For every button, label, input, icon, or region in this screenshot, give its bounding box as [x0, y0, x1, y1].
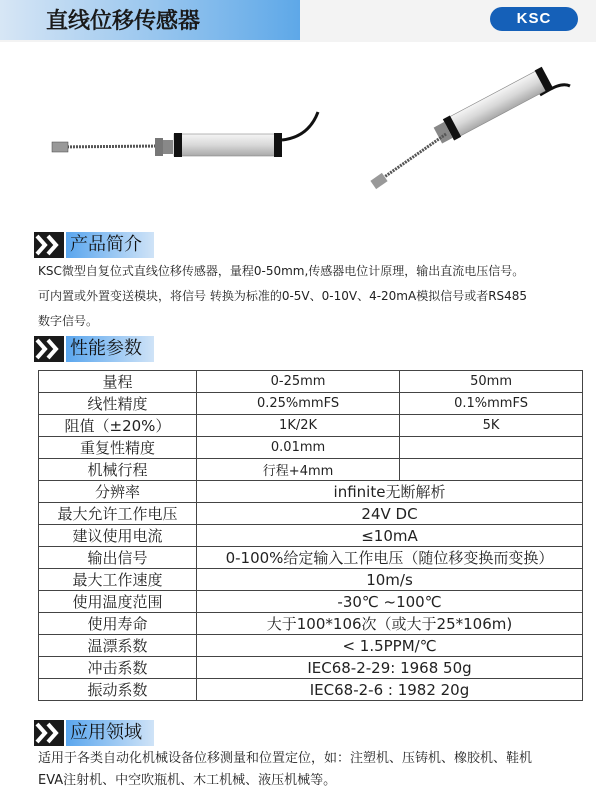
- spec-value: -30℃ ~100℃: [197, 591, 583, 613]
- double-chevron-icon: [34, 336, 64, 362]
- spec-label: 冲击系数: [39, 657, 197, 679]
- spec-label: 使用寿命: [39, 613, 197, 635]
- spec-label: 量程: [39, 371, 197, 393]
- sensor-product-photo: [0, 60, 596, 220]
- table-row: [39, 657, 583, 679]
- spec-value: 0-100%给定输入工作电压（随位移变换而变换）: [197, 547, 583, 569]
- spec-value: 5K: [400, 415, 583, 437]
- table-row: [39, 503, 583, 525]
- spec-value: 0.1%mmFS: [400, 393, 583, 415]
- intro-line-2: 可内置或外置变送模块，将信号 转换为标准的0-5V、0-10V、4-20mA模拟信号或者RS485: [38, 289, 528, 303]
- spec-value: 行程+4mm: [197, 459, 400, 481]
- intro-line-3: 数字信号。: [38, 314, 99, 328]
- ksc-logo: KSC: [490, 7, 578, 31]
- table-row: [39, 591, 583, 613]
- spec-value: 1K/2K: [197, 415, 400, 437]
- spec-label: 使用温度范围: [39, 591, 197, 613]
- double-chevron-icon: [34, 720, 64, 746]
- spec-empty-cell: [400, 437, 583, 459]
- application-line-2: EVA注射机、中空吹瓶机、木工机械、液压机械等。: [38, 773, 337, 788]
- spec-value: 0-25mm: [197, 371, 400, 393]
- spec-label: 建议使用电流: [39, 525, 197, 547]
- spec-value: infinite无断解析: [197, 481, 583, 503]
- sensor-right-image: [370, 67, 570, 189]
- double-chevron-icon: [34, 232, 64, 258]
- spec-value: 10m/s: [197, 569, 583, 591]
- table-row: [39, 635, 583, 657]
- table-row: [39, 415, 583, 437]
- application-heading: 应用领域: [66, 720, 154, 746]
- spec-value: IEC68-2-29: 1968 50g: [197, 657, 583, 679]
- spec-value: 50mm: [400, 371, 583, 393]
- table-row: [39, 525, 583, 547]
- spec-label: 最大允许工作电压: [39, 503, 197, 525]
- application-line-1: 适用于各类自动化机械设备位移测量和位置定位，如：注塑机、压铸机、橡胶机、鞋机: [38, 751, 533, 766]
- intro-line-1: KSC微型自复位式直线位移传感器，量程0-50mm,传感器电位计原理，输出直流电压信号。: [38, 264, 525, 278]
- spec-label: 输出信号: [39, 547, 197, 569]
- table-row: [39, 613, 583, 635]
- spec-value: ≤10mA: [197, 525, 583, 547]
- spec-value: < 1.5PPM/℃: [197, 635, 583, 657]
- spec-label: 重复性精度: [39, 437, 197, 459]
- table-row: [39, 569, 583, 591]
- spec-value: 24V DC: [197, 503, 583, 525]
- page-title: 直线位移传感器: [46, 9, 201, 34]
- spec-value: IEC68-2-6 : 1982 20g: [197, 679, 583, 701]
- table-row: [39, 459, 583, 481]
- spec-label: 最大工作速度: [39, 569, 197, 591]
- table-row: [39, 393, 583, 415]
- specs-heading: 性能参数: [66, 336, 154, 362]
- spec-label: 分辨率: [39, 481, 197, 503]
- table-row: [39, 481, 583, 503]
- header-bar: [0, 0, 596, 42]
- spec-label: 温漂系数: [39, 635, 197, 657]
- table-row: [39, 371, 583, 393]
- spec-label: 线性精度: [39, 393, 197, 415]
- table-row: [39, 679, 583, 701]
- intro-heading: 产品简介: [66, 232, 154, 258]
- spec-label: 振动系数: [39, 679, 197, 701]
- spec-table: [38, 370, 583, 701]
- table-row: [39, 437, 583, 459]
- sensor-left-image: [52, 112, 318, 157]
- spec-value: 大于100*106次（或大于25*106m): [197, 613, 583, 635]
- spec-value: 0.25%mmFS: [197, 393, 400, 415]
- table-row: [39, 547, 583, 569]
- spec-label: 阻值（±20%）: [39, 415, 197, 437]
- spec-value: 0.01mm: [197, 437, 400, 459]
- spec-empty-cell: [400, 459, 583, 481]
- product-images: [0, 60, 596, 220]
- spec-label: 机械行程: [39, 459, 197, 481]
